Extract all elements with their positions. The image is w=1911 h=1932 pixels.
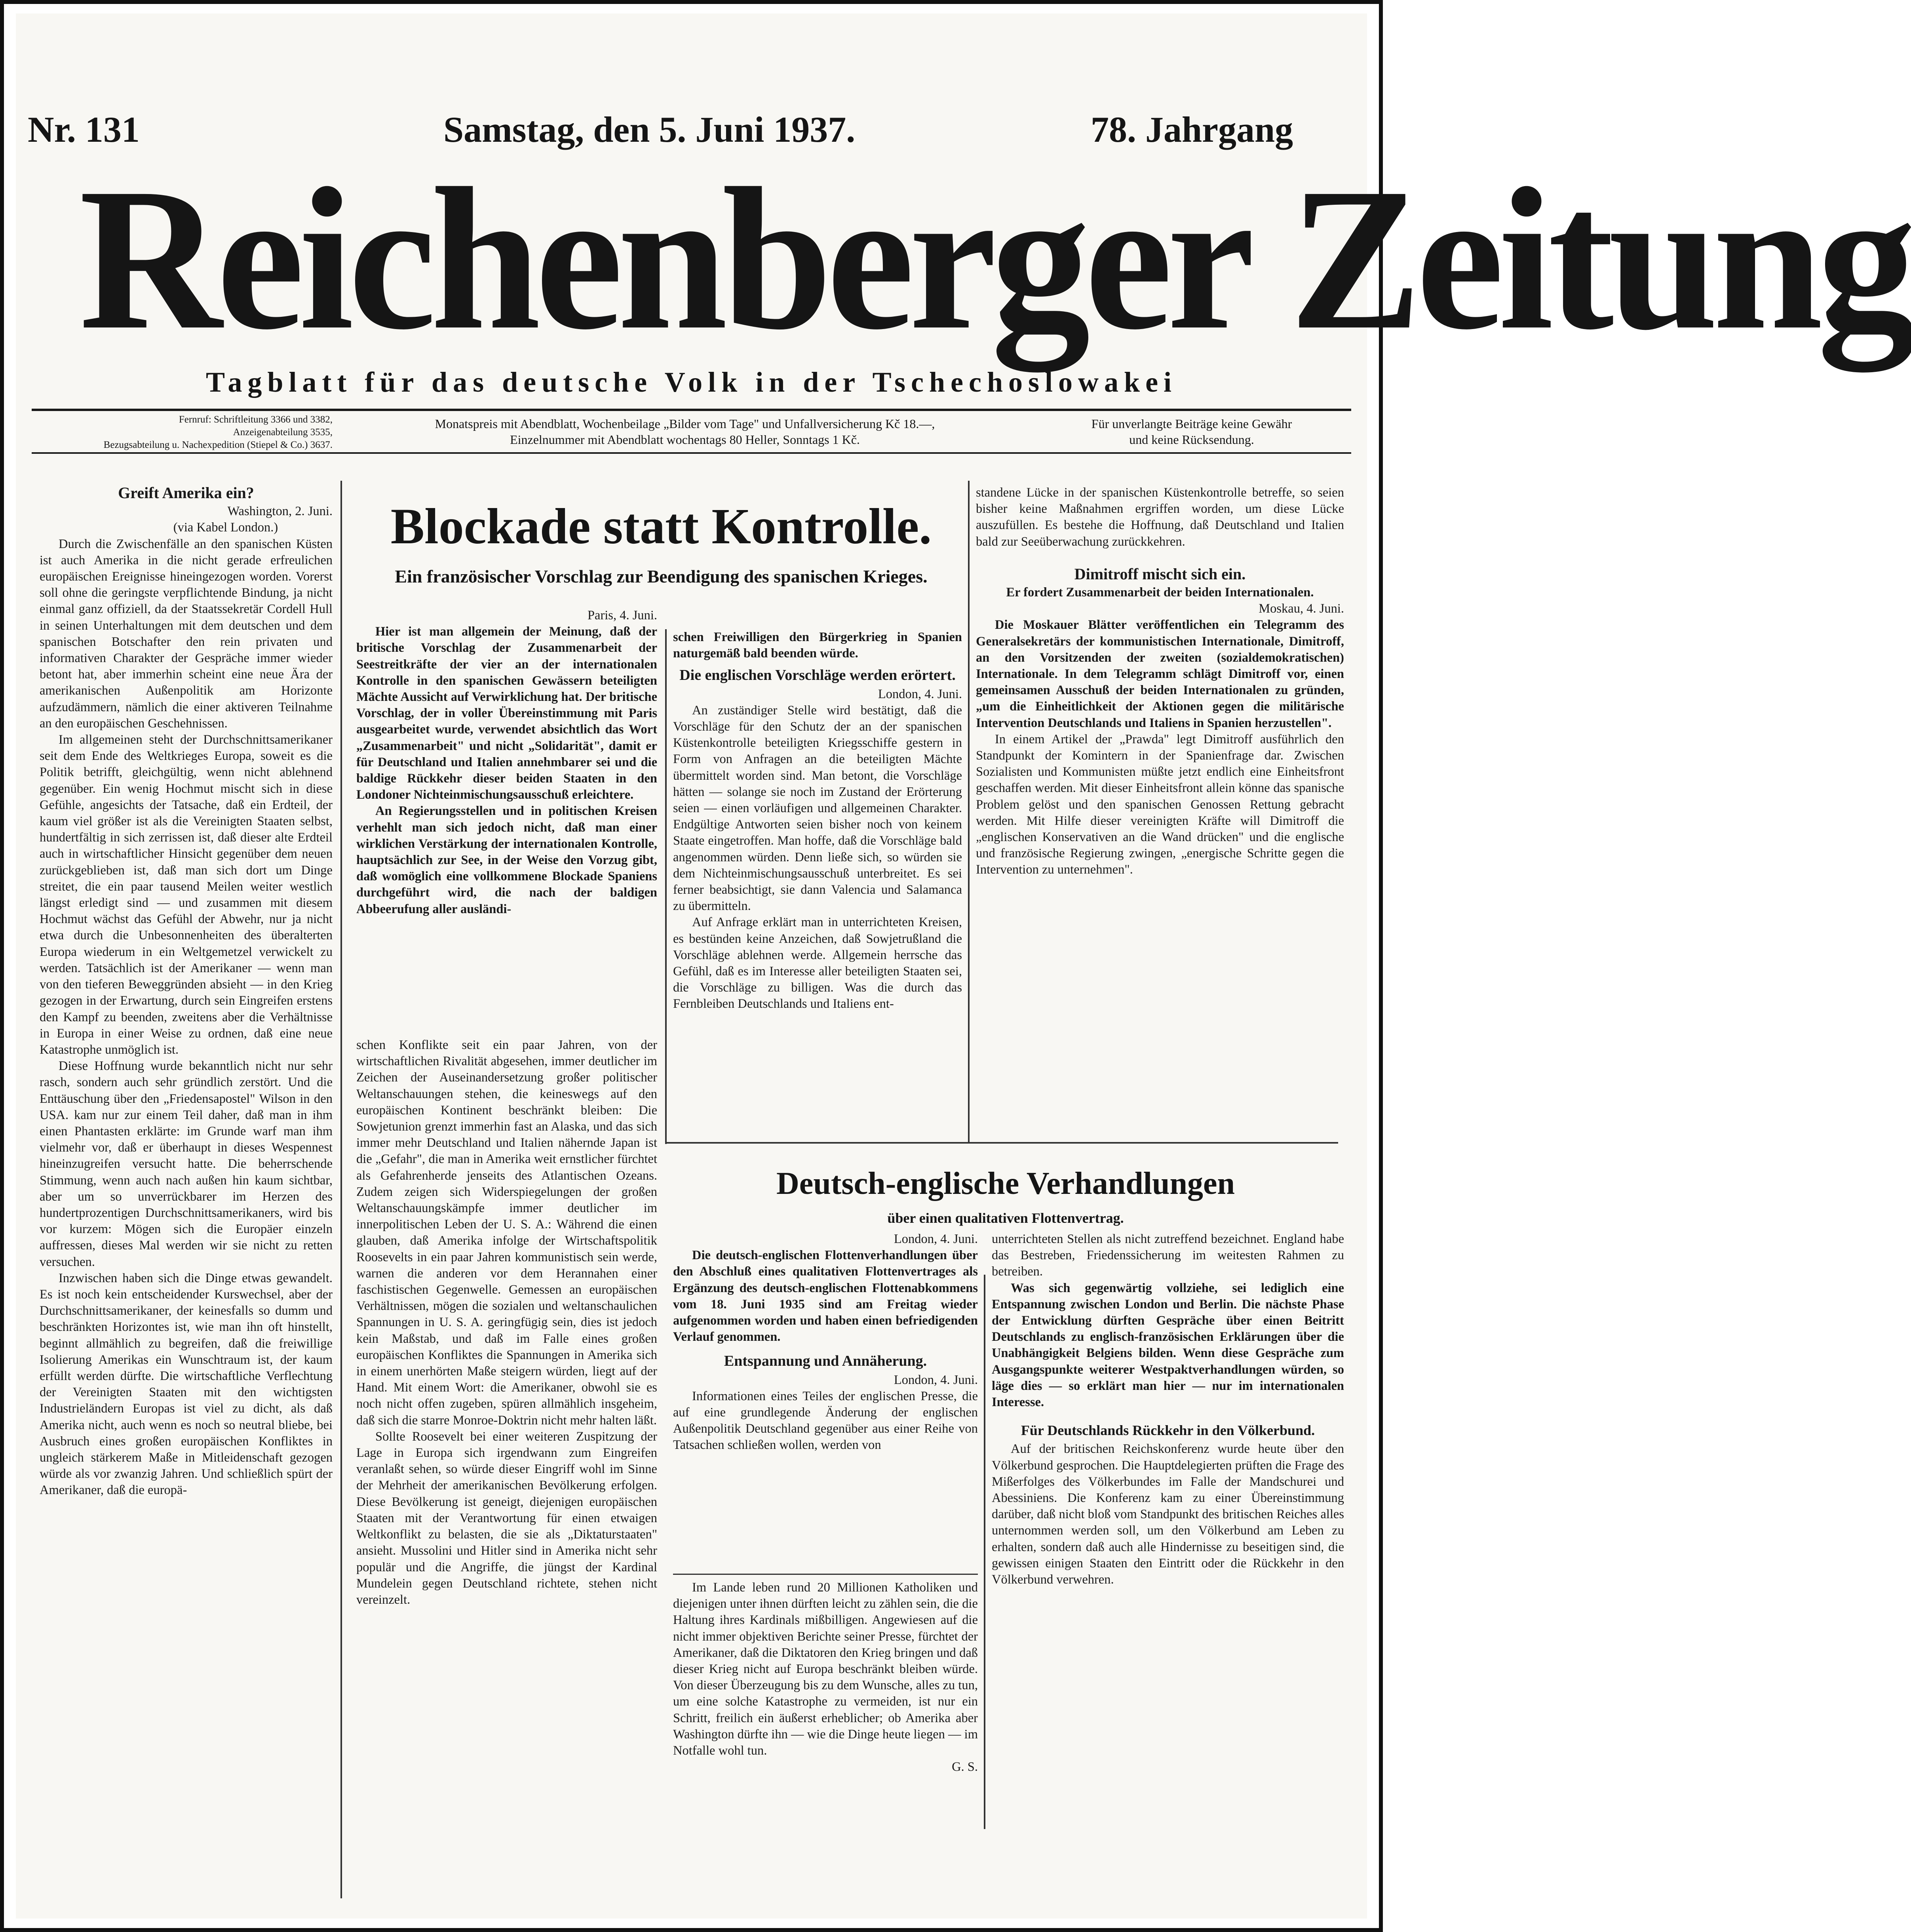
article-title: Für Deutschlands Rückkehr in den Völkerbund.: [1021, 1422, 1315, 1439]
dateline: Washington, 2. Juni.: [227, 504, 333, 519]
paragraph: Auf Anfrage erklärt man in unterrichteten Kreisen, es bestünden keine Anzeichen, daß Sowjetrußland die Vorschläge ablehnen werde. Allgemein herrsche das Gefühl, daß es im Interesse aller beteiligten Staaten sei, die Vorschläge zu billigen. Was die durch das Fernbleiben Deutschlands und Italiens ent-: [673, 915, 962, 1011]
paragraph: Was sich gegenwärtig vollziehe, sei lediglich eine Entspannung zwischen London und Berlin. Die nächste Phase der Entwicklung dürften Gespräche über einen Beitritt Deutschlands zu englisch-französischen Erklärungen über die Unabhängigkeit Belgiens bilden. Wenn diese Gespräche zum Ausgangspunkte weiterer Westpaktverhandlungen würden, so läge dies — so erklärt man hier — nur im internationalen Interesse.: [992, 1281, 1344, 1410]
article-greift-amerika-end: [673, 1580, 978, 1825]
infobar-bottom-rule: [32, 452, 1351, 454]
article-title: Greift Amerika ein?: [118, 484, 254, 502]
issue-date: Samstag, den 5. Juni 1937.: [443, 109, 856, 150]
column-divider: [340, 481, 342, 1898]
paragraph: An Regierungsstellen und in politischen Kreisen verhehlt man sich jedoch nicht, daß man einer wirklichen Verstärkung der internationalen Kontrolle, hauptsächlich zur See, in der Weise den Vorzug gibt, daß womöglich eine vollkommene Blockade Spaniens durchgeführt wird, die nach der baldigen Abbeerufung aller ausländi-: [356, 804, 657, 916]
article-greift-amerika-ein: [40, 485, 333, 1910]
section-divider: [673, 1574, 978, 1575]
column-divider: [984, 1275, 985, 1829]
column-divider: [968, 481, 970, 1142]
subhead-flottenvertrag: über einen qualitativen Flottenvertrag.: [887, 1210, 1124, 1226]
dateline-via: (via Kabel London.): [173, 520, 278, 535]
article-subtitle: Er fordert Zusammenarbeit der beiden Internationalen.: [1006, 585, 1314, 600]
article-dimitroff: [976, 485, 1344, 1138]
paragraph: schen Konflikte seit ein paar Jahren, von der wirtschaftlichen Rivalität abgesehen, immer deutlicher im Zeichen der Auseinandersetzung großer politischer Weltanschauungen stehen, die keineswegs auf den europäischen Kontinent beschränkt bleiben: Die Sowjetunion grenzt immerhin fast an Alaska, und das sich immer mehr Deutschland und Italien nähernde Japan ist die „Gefahr", die man in Amerika weit ernstlicher fürchtet als Gefahrenherde jenseits des Atlantischen Ozeans. Zudem zeigen sich Widerspiegelungen der großen Weltanschauungskämpfe immer deutlicher im innerpolitischen Leben der U. S. A.: Während die einen glauben, daß Amerika infolge der Wirtschaftspolitik Roosevelts in ein paar Jahren kommunistisch sein werde, warnen die anderen vor dem Herannahen einer faschistischen Gegenwelle. Gemessen an europäischen Verhältnissen, mögen die sozialen und weltanschaulichen Spannungen in U. S. A. geringfügig sein, dies ist jedoch kein Maßstab, und daß im Falle eines großen europäischen Konfliktes die Spannungen in Amerika sich in einem unerhörten Maße steigern würden, liegt auf der Hand. Mit einem Wort: die Amerikaner, obwohl sie es noch nicht offen zugeben, spüren allmählich insgeheim, daß sich die starre Monroe-Doktrin nicht mehr halten läßt.: [356, 1038, 657, 1428]
article-title: Die englischen Vorschläge werden erörtert.: [679, 667, 956, 684]
headline-deutsch-englische: Deutsch-englische Verhandlungen: [776, 1166, 1235, 1201]
paragraph: In einem Artikel der „Prawda" legt Dimitroff ausführlich den Standpunkt der Komintern in der Spanienfrage dar. Zwischen Sozialisten und Kommunisten müßte jetzt endlich eine Einheitsfront geschaffen werden. Mit dieser Einheitsfront allein könne das spanische Problem gelöst und den spanischen Genossen Rettung gebracht werden. Mit Hilfe dieser vereinigten Kräfte will Dimitroff die „englischen Konservativen an die Wand drücken" und die englische und französische Regierung zwingen, „energische Schritte gegen die Intervention zu unternehmen".: [976, 732, 1344, 877]
masthead-title: Reichenberger Zeitung: [79, 146, 1911, 372]
newspaper-page: [16, 13, 1911, 1919]
infobar-left: Fernruf: Schriftleitung 3366 und 3382, Anzeigenabteilung 3535, Bezugsabteilung u. Nachexpedition (Stiepel & Co.) 3637.: [103, 414, 333, 450]
article-greift-amerika-continued: [356, 1037, 657, 1892]
dateline: London, 4. Juni.: [894, 1372, 978, 1387]
article-blockade: [356, 607, 657, 1027]
paragraph: An zuständiger Stelle wird bestätigt, daß die Vorschläge für den Schutz der an der spanischen Küstenkontrolle beteiligten Kriegsschiffe gestern in Form von Anfragen an die beteiligten Mächte übermittelt worden sind. Man betont, die Vorschläge hätten — solange sie noch im Zustand der Erörterung seien — einen vorläufigen und allgemeinen Charakter. Endgültige Antworten seien bisher noch von keinem Staate eingetroffen. Man hoffe, daß die Vorschläge bald angenommen würden. Denn ließe sich, so würden sie dem Nichteinmischungsausschuß unterbreitet. Es sei ferner beabsichtigt, sie dann Valencia und Salamanca zu übermitteln.: [673, 703, 962, 914]
infobar-top-rule: [32, 409, 1351, 411]
paragraph: Diese Hoffnung wurde bekanntlich nicht nur sehr rasch, sondern auch sehr gründlich zerstört. Und die Enttäuschung über den „Friedensapostel" Wilson in den USA. kam nur zur einem Teil daher, daß man in ihm einen Phantasten erklärte: im Grunde warf man ihm vielmehr vor, daß er überhaupt in dieses Wespennest hineinzugreifen versucht hatte. Die beherrschende Stimmung, wenn auch nach außen hin kaum sichtbar, aber um so unverrückbarer im Herzen des hundertprozentigen Durchschnittsamerikaners, wird bis vor kurzem: Mögen sich die Europäer einzeln auffressen, dieses Mal werden wir sie nicht zu retten versuchen.: [40, 1059, 333, 1269]
signature: G. S.: [952, 1760, 978, 1774]
dateline: London, 4. Juni.: [894, 1232, 978, 1246]
infobar-center: Monatspreis mit Abendblatt, Wochenbeilage „Bilder vom Tage" und Unfallversicherung Kč 18.—, Einzelnummer mit Abendblatt wochentags 80 Heller, Sonntags 1 Kč.: [435, 417, 935, 447]
paragraph: Sollte Roosevelt bei einer weiteren Zuspitzung der Lage in Europa sich irgendwann zum Eingreifen veranlaßt sehen, so würde dieser Eingriff wohl im Sinne der Mehrheit der amerikanischen Bevölkerung erfolgen. Diese Bevölkerung ist geneigt, diejenigen europäischen Staaten mit der Verantwortung für einen etwaigen Weltkonflikt zu belasten, die sie als „Diktaturstaaten" ansieht. Mussolini und Hitler sind in Amerika nicht sehr populär und die Angriffe, die jüngst der Kardinal Mundelein gegen Deutschland richtete, stehen nicht vereinzelt.: [356, 1429, 657, 1607]
paragraph: standene Lücke in der spanischen Küstenkontrolle betreffe, so seien bisher keine Maßnahmen ergriffen worden, um diese Lücke auszufüllen. Es bestehe die Hoffnung, daß Deutschland und Italien bald zur Seeüberwachung zurückkehren.: [976, 485, 1344, 549]
paragraph: Die Moskauer Blätter veröffentlichen ein Telegramm des Generalsekretärs der kommunistischen Internationale, Dimitroff, an den Vorsitzenden der zweiten (sozialdemokratischen) Internationale. In dem Telegramm schlägt Dimitroff vor, einen gemeinsamen Ausschuß der beiden Internationalen zu gründen, „um die Einheitlichkeit der Aktionen gegen die militärische Intervention Deutschlands und Italiens in Spanien herzustellen".: [976, 618, 1344, 730]
article-title: Entspannung und Annäherung.: [724, 1353, 927, 1370]
section-divider: [665, 1142, 1338, 1144]
paragraph: Informationen eines Teiles der englischen Presse, die auf eine grundlegende Änderung der englischen Außenpolitik Deutschland gegenüber aus einer Reihe von Tatsachen schließen wollen, werden von: [673, 1389, 978, 1452]
paragraph: Im Lande leben rund 20 Millionen Katholiken und diejenigen unter ihnen dürften leicht zu zählen sein, die die Haltung ihres Kardinals mißbilligen. Angewiesen auf die nicht immer objektiven Berichte seiner Presse, fürchtet der Amerikaner, daß die Diktatoren den Krieg bringen und daß dieser Krieg nicht auf Europa beschränkt bleiben würde. Von dieser Überzeugung bis zu dem Wunsche, alles zu tun, um eine solche Katastrophe zu vermeiden, ist nur ein Schritt, freilich ein äußerst erheblicher; ob Amerika aber Washington dürfte ihn — wie die Dinge heute liegen — im Notfalle wohl tun.: [673, 1580, 978, 1758]
infobar-right: Für unverlangte Beiträge keine Gewähr und keine Rücksendung.: [1091, 417, 1292, 447]
paragraph: Inzwischen haben sich die Dinge etwas gewandelt. Es ist noch kein entscheidender Kurswechsel, aber der Durchschnittsamerikaner, der keinesfalls so dumm und beschränkten Horizontes ist, wie man ihn oft hinstellt, beginnt allmählich zu begreifen, daß die freiwillige Isolierung Amerikas ein Wunschtraum ist, der kaum erfüllt werden dürfte. Die wirtschaftliche Verflechtung der Vereinigten Staaten mit den wichtigsten Industrieländern Europas ist viel zu dicht, als daß Amerika nicht, auch wenn es noch so neutral bliebe, bei Ausbruch eines großen europäischen Konfliktes in ungleich stärkerem Maße in Mitleidenschaft gezogen würde als vor zwanzig Jahren. Und schließlich spürt der Amerikaner, daß die europä-: [40, 1271, 333, 1498]
issue-number: Nr. 131: [28, 109, 140, 150]
article-title: Dimitroff mischt sich ein.: [1074, 565, 1246, 583]
paragraph: Durch die Zwischenfälle an den spanischen Küsten ist auch Amerika in die nicht gerade erfreulichen europäischen Ereignisse hineingezogen worden. Vorerst soll ohne die geringste verpflichtende Bindung, ja nicht einmal ganz offiziell, da der Staatssekretär Cordell Hull in seinen Unterhaltungen mit dem deutschen und dem spanischen Botschafter den rein privaten und informativen Charakter der Gespräche immer wieder betont hat, aber immerhin scheint eine neue Ära der amerikanischen Außenpolitik am Horizonte aufzudämmern, nämlich die einer aktiveren Teilnahme an den europäischen Geschehnissen.: [40, 537, 333, 731]
tagline: Tagblatt für das deutsche Volk in der Tschechoslowakei: [205, 366, 1177, 398]
volume-number: 78. Jahrgang: [1091, 109, 1293, 150]
subhead-blockade: Ein französischer Vorschlag zur Beendigung des spanischen Krieges.: [395, 566, 928, 586]
headline-blockade: Blockade statt Kontrolle.: [390, 498, 932, 554]
dateline: Paris, 4. Juni.: [587, 608, 657, 622]
article-englische-vorschlaege: [673, 629, 962, 1140]
paragraph: Die deutsch-englischen Flottenverhandlungen über den Abschluß eines qualitativen Flottenvertrages als Ergänzung des deutsch-englischen Flottenabkommens vom 18. Juni 1935 sind am Freitag wieder aufgenommen worden und haben einen befriedigenden Verlauf genommen.: [673, 1248, 978, 1344]
article-entspannung-continued: [992, 1231, 1344, 1865]
paragraph: schen Freiwilligen den Bürgerkrieg in Spanien naturgemäß bald beenden würde.: [673, 630, 962, 661]
column-divider: [665, 629, 667, 1144]
dateline: London, 4. Juni.: [878, 687, 962, 701]
paragraph: unterrichteten Stellen als nicht zutreffend bezeichnet. England habe das Bestreben, Friedenssicherung im weitesten Rahmen zu betreiben.: [992, 1232, 1344, 1279]
dateline: Moskau, 4. Juni.: [1259, 601, 1344, 616]
paragraph: Auf der britischen Reichskonferenz wurde heute über den Völkerbund gesprochen. Die Hauptdelegierten prüften die Frage des Mißerfolges des Völkerbundes im Falle der Mandschurei und Abessiniens. Die Konferenz kam zu einer Übereinstimmung darüber, daß nicht bloß vom Standpunkt des britischen Reiches alles unternommen werden soll, um den Völkerbund am Leben zu erhalten, sondern daß auch alle Hindernisse zu beseitigen sind, die gewissen einigen Staaten den Eintritt oder die Rückkehr in den Völkerbund verwehren.: [992, 1442, 1344, 1587]
paragraph: Im allgemeinen steht der Durchschnittsamerikaner seit dem Ende des Weltkrieges Europa, soweit es die Politik betrifft, gleichgültig, wenn nicht ablehnend gegenüber. Ein wenig Hochmut mischt sich in diese Gefühle, angesichts der Tatsache, daß ein Erdteil, der kaum viel größer ist als die Vereinigten Staaten selbst, hundertfältig in sich zerrissen ist, daß dieser alte Erdteil auch in wirtschaftlicher Hinsicht gegenüber dem neuen zurückgeblieben ist, daß man sich dort um Dinge streitet, die ein paar tausend Meilen weiter westlich längst erledigt sind — und zusammen mit diesem Hochmut wächst das Gefühl der Abwehr, nur ja nicht etwa durch die Unbesonnenheiten des überalterten Europa wiederum in ein Weltgemetzel verwickelt zu werden. Tatsächlich ist der Amerikaner — wenn man von den tieferen Beweggründen absieht — in den Krieg gezogen in der Erwartung, durch sein Eingreifen erstens den Kampf zu beenden, zweitens aber die Verhältnisse in Europa in einer Weise zu ordnen, daß eine neue Katastrophe unmöglich ist.: [40, 733, 333, 1057]
paragraph: Hier ist man allgemein der Meinung, daß der britische Vorschlag der Zusammenarbeit der Seestreitkräfte der vier an der internationalen Kontrolle in den spanischen Gewässern beteiligten Mächte Aussicht auf Verwirklichung hat. Der britische Vorschlag, der in voller Übereinstimmung mit Paris ausgearbeitet wurde, verwendet absichtlich das Wort „Zusammenarbeit" und nicht „Solidarität", damit er für Deutschland und Italien annehmbarer sei und die baldige Rückkehr dieser beiden Staaten in den Londoner Nichteinmischungsausschuß erleichtere.: [356, 624, 657, 802]
